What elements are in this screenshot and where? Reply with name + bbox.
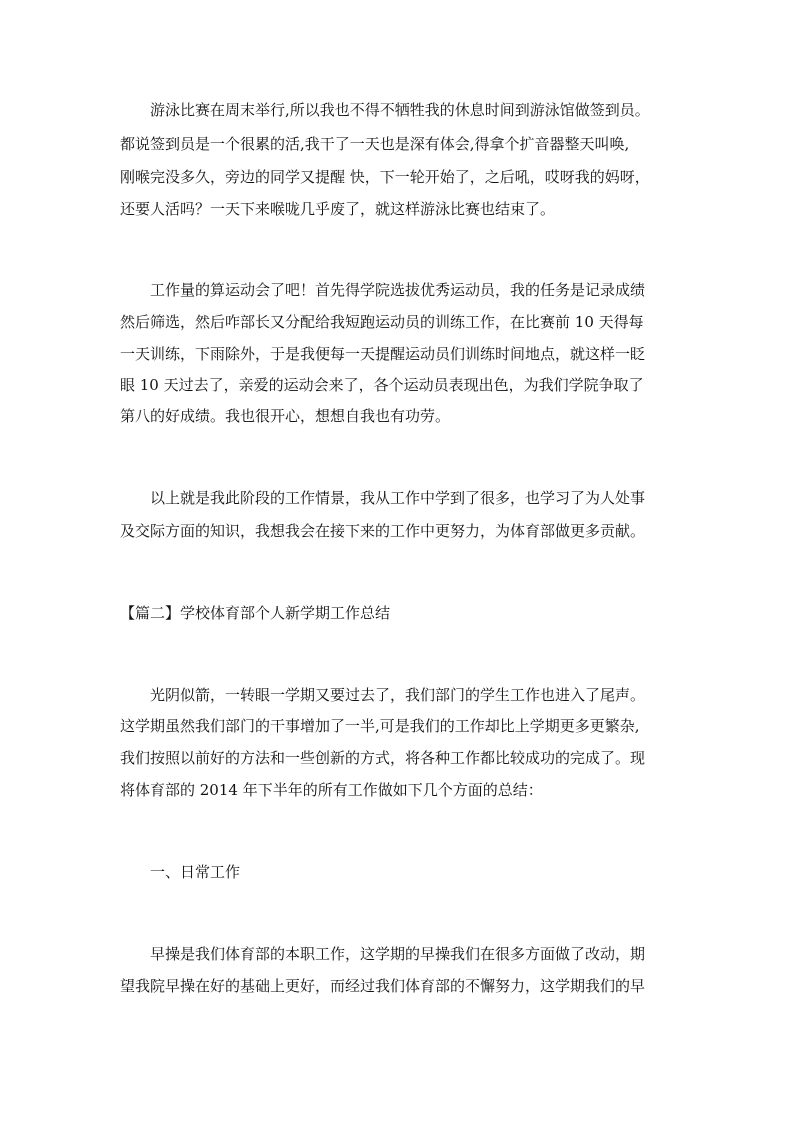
paragraph-5-line-1: 早操是我们体育部的本职工作，这学期的早操我们在很多方面做了改动，期 (150, 945, 646, 963)
paragraph-1-line-2: 都说签到员是一个很累的活,我干了一天也是深有体会,得拿个扩音器整天叫唤, (120, 135, 630, 153)
paragraph-4-line-2: 这学期虽然我们部门的干事增加了一半,可是我们的工作却比上学期更多更繁杂, (120, 717, 640, 735)
paragraph-4-line-4: 将体育部的 2014 年下半年的所有工作做如下几个方面的总结： (120, 781, 543, 799)
paragraph-4-line-1: 光阴似箭，一转眼一学期又要过去了，我们部门的学生工作也进入了尾声。 (150, 686, 646, 704)
paragraph-1-line-1: 游泳比赛在周末举行,所以我也不得不牺牲我的休息时间到游泳馆做签到员。 (150, 101, 650, 119)
paragraph-2-line-5: 第八的好成绩。我也很开心，想想自我也有功劳。 (120, 407, 451, 425)
paragraph-3-line-2: 及交际方面的知识，我想我会在接下来的工作中更努力，为体育部做更多贡献。 (120, 522, 646, 540)
paragraph-2-line-2: 然后筛选，然后咋部长又分配给我短跑运动员的训练工作，在比赛前 10 天得每 (120, 313, 644, 331)
paragraph-1-line-3: 刚喉完没多久，旁边的同学又提醒 快，下一轮开始了，之后吼，哎呀我的妈呀， (120, 168, 650, 186)
section-heading: 【篇二】学校体育部个人新学期工作总结 (120, 604, 391, 622)
paragraph-1-line-4: 还要人活吗？一天下来喉咙几乎废了，就这样游泳比赛也结束了。 (120, 200, 556, 218)
paragraph-2-line-1: 工作量的算运动会了吧！首先得学院选拔优秀运动员，我的任务是记录成绩 (150, 281, 646, 299)
paragraph-2-line-3: 一天训练，下雨除外，于是我便每一天提醒运动员们训练时间地点，就这样一眨 (120, 345, 646, 363)
paragraph-4-line-3: 我们按照以前好的方法和一些创新的方式，将各种工作都比较成功的完成了。现 (120, 749, 646, 767)
paragraph-3-line-1: 以上就是我此阶段的工作情景，我从工作中学到了很多，也学习了为人处事 (150, 489, 646, 507)
paragraph-2-line-4: 眼 10 天过去了，亲爱的运动会来了，各个运动员表现出色，为我们学院争取了 (120, 376, 644, 394)
paragraph-5-line-2: 望我院早操在好的基础上更好，而经过我们体育部的不懈努力，这学期我们的早 (120, 977, 646, 995)
subheading-daily-work: 一、日常工作 (150, 863, 241, 881)
